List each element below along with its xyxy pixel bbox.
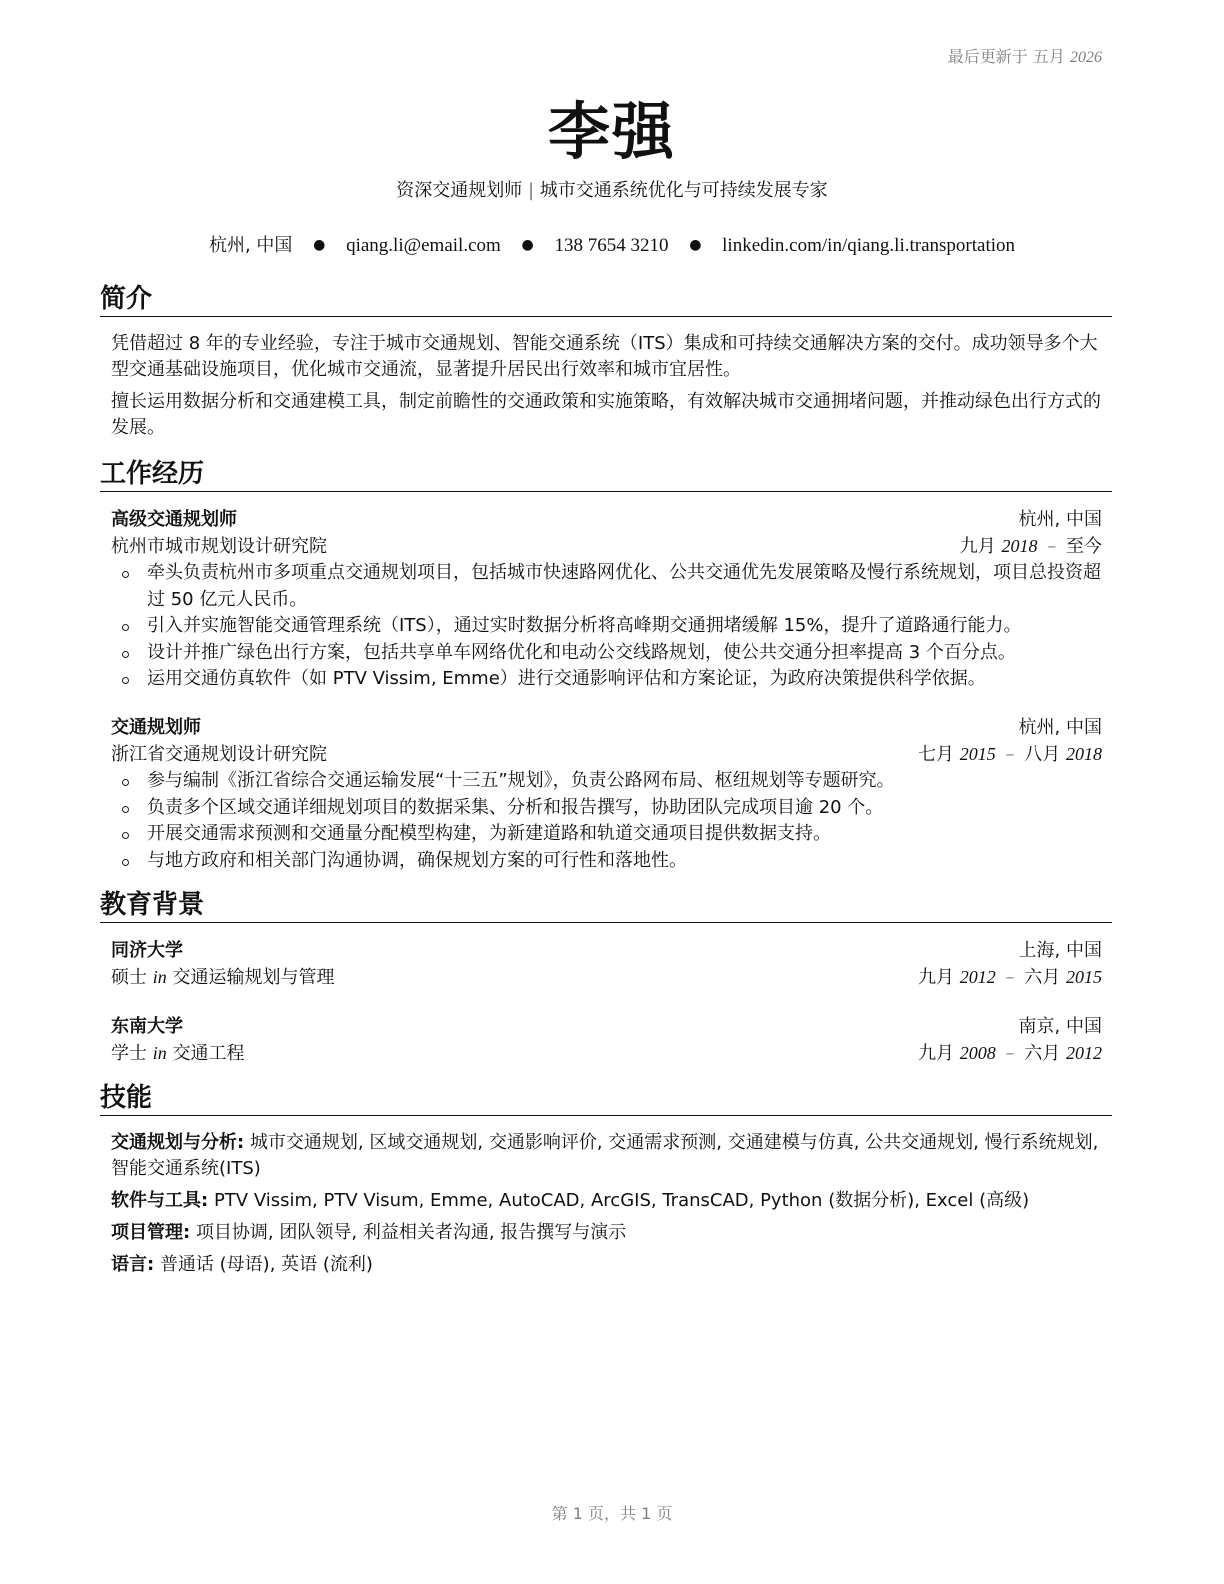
skill-label: 交通规划与分析: <box>111 1132 245 1153</box>
end-month: 八月 <box>1024 744 1061 765</box>
skill-row <box>111 1252 1102 1278</box>
education-dates: 九月 2008 – 六月 2012 <box>918 1043 1102 1064</box>
end-year: 2012 <box>1066 1043 1102 1063</box>
page-footer: 第 1 页，共 1 页 <box>551 1504 673 1523</box>
start-month: 九月 <box>918 1043 955 1064</box>
contact-phone[interactable]: 138 7654 3210 <box>554 235 669 256</box>
job-entry <box>111 714 1102 874</box>
school-name: 东南大学 <box>111 1016 183 1037</box>
bullet-dot-icon: ● <box>689 237 702 253</box>
in-word: in <box>152 1043 167 1063</box>
education-entry <box>111 1013 1102 1067</box>
resume-name: 李强 <box>547 95 676 168</box>
list-item: 设计并推广绿色出行方案，包括共享单车网络优化和电动公交线路规划，使公共交通分担率提高 3 个百分点。 <box>111 640 1102 667</box>
field: 交通运输规划与管理 <box>172 967 335 988</box>
headline-separator: | <box>527 180 535 201</box>
job-entry <box>111 506 1102 693</box>
updated-prefix: 最后更新于 <box>947 47 1028 66</box>
school-location: 南京, 中国 <box>1018 1016 1102 1037</box>
education-entry <box>111 937 1102 991</box>
list-item: 与地方政府和相关部门沟通协调，确保规划方案的可行性和落地性。 <box>111 848 1102 875</box>
job-location: 杭州, 中国 <box>1018 509 1102 530</box>
job-org: 杭州市城市规划设计研究院 <box>111 536 327 557</box>
contact-email[interactable]: qiang.li@email.com <box>346 235 501 256</box>
skill-value: 项目协调, 团队领导, 利益相关者沟通, 报告撰写与演示 <box>195 1222 627 1243</box>
skill-label: 项目管理: <box>111 1222 191 1243</box>
start-year: 2008 <box>959 1043 996 1063</box>
list-item: 运用交通仿真软件（如 PTV Vissim, Emme）进行交通影响评估和方案论证，为政府决策提供科学依据。 <box>111 666 1102 693</box>
summary-block <box>111 331 1102 447</box>
start-year: 2012 <box>959 967 996 987</box>
updated-year: 2026 <box>1070 49 1102 66</box>
degree-line <box>111 964 334 991</box>
start-year: 2018 <box>1001 536 1038 556</box>
summary-paragraph: 擅长运用数据分析和交通建模工具，制定前瞻性的交通政策和实施策略，有效解决城市交通拥堵问题，并推动绿色出行方式的发展。 <box>111 391 1101 438</box>
job-bullets <box>111 768 1102 874</box>
job-bullets <box>111 560 1102 693</box>
end-month: 六月 <box>1024 1043 1061 1064</box>
headline-role: 资深交通规划师 <box>396 180 523 201</box>
degree: 硕士 <box>111 967 147 988</box>
school-location: 上海, 中国 <box>1018 940 1102 961</box>
skill-row <box>111 1130 1102 1182</box>
list-item: 参与编制《浙江省综合交通运输发展“十三五”规划》，负责公路网布局、枢纽规划等专题研究。 <box>111 768 1102 795</box>
job-role: 交通规划师 <box>111 717 201 738</box>
skill-value: PTV Vissim, PTV Visum, Emme, AutoCAD, ArcGIS, TransCAD, Python (数据分析), Excel (高级) <box>213 1190 1030 1211</box>
bullet-dot-icon: ● <box>521 237 534 253</box>
section-title-skills: 技能 <box>100 1081 1112 1116</box>
skill-label: 语言: <box>111 1254 155 1275</box>
headline-focus: 城市交通系统优化与可持续发展专家 <box>539 180 828 201</box>
job-role: 高级交通规划师 <box>111 509 237 530</box>
list-item: 负责多个区域交通详细规划项目的数据采集、分析和报告撰写，协助团队完成项目逾 20 个。 <box>111 795 1102 822</box>
skill-row <box>111 1220 1102 1246</box>
job-dates: 九月 2018 – 至今 <box>959 536 1102 557</box>
contact-line <box>0 231 1224 257</box>
field: 交通工程 <box>172 1043 245 1064</box>
section-title-education: 教育背景 <box>100 888 1112 923</box>
list-item: 引入并实施智能交通管理系统（ITS），通过实时数据分析将高峰期交通拥堵缓解 15%，提升了道路通行能力。 <box>111 613 1102 640</box>
list-item: 开展交通需求预测和交通量分配模型构建，为新建道路和轨道交通项目提供数据支持。 <box>111 821 1102 848</box>
start-year: 2015 <box>959 744 996 764</box>
school-name: 同济大学 <box>111 940 183 961</box>
section-title-summary: 简介 <box>100 282 1112 317</box>
start-month: 七月 <box>918 744 955 765</box>
end-year: 2018 <box>1066 744 1102 764</box>
section-title-experience: 工作经历 <box>100 457 1112 492</box>
list-item: 牵头负责杭州市多项重点交通规划项目，包括城市快速路网优化、公共交通优先发展策略及慢行系统规划，项目总投资超过 50 亿元人民币。 <box>111 560 1102 613</box>
start-month: 九月 <box>918 967 955 988</box>
end-month: 至今 <box>1066 536 1102 557</box>
last-updated <box>948 44 1102 67</box>
updated-month: 五月 <box>1032 47 1065 66</box>
summary-paragraph: 凭借超过 8 年的专业经验，专注于城市交通规划、智能交通系统（ITS）集成和可持续交通解决方案的交付。成功领导多个大型交通基础设施项目，优化城市交通流，显著提升居民出行效率和城市宜居性。 <box>111 333 1098 380</box>
job-org: 浙江省交通规划设计研究院 <box>111 744 327 765</box>
headline <box>0 176 1224 202</box>
skill-value: 城市交通规划, 区域交通规划, 交通影响评价, 交通需求预测, 交通建模与仿真, 公共交通规划, 慢行系统规划, 智能交通系统(ITS) <box>111 1132 1099 1179</box>
degree: 学士 <box>111 1043 147 1064</box>
job-dates: 七月 2015 – 八月 2018 <box>918 744 1102 765</box>
skill-value: 普通话 (母语), 英语 (流利) <box>159 1254 373 1275</box>
end-month: 六月 <box>1024 967 1061 988</box>
job-location: 杭州, 中国 <box>1018 717 1102 738</box>
contact-location: 杭州, 中国 <box>208 235 293 256</box>
bullet-dot-icon: ● <box>313 237 326 253</box>
skill-label: 软件与工具: <box>111 1190 209 1211</box>
end-year: 2015 <box>1066 967 1102 987</box>
start-month: 九月 <box>959 536 996 557</box>
skill-row <box>111 1188 1102 1214</box>
contact-linkedin[interactable]: linkedin.com/in/qiang.li.transportation <box>722 235 1016 256</box>
degree-line <box>111 1040 244 1067</box>
education-dates: 九月 2012 – 六月 2015 <box>918 967 1102 988</box>
in-word: in <box>152 967 167 987</box>
skills-block <box>111 1130 1102 1284</box>
